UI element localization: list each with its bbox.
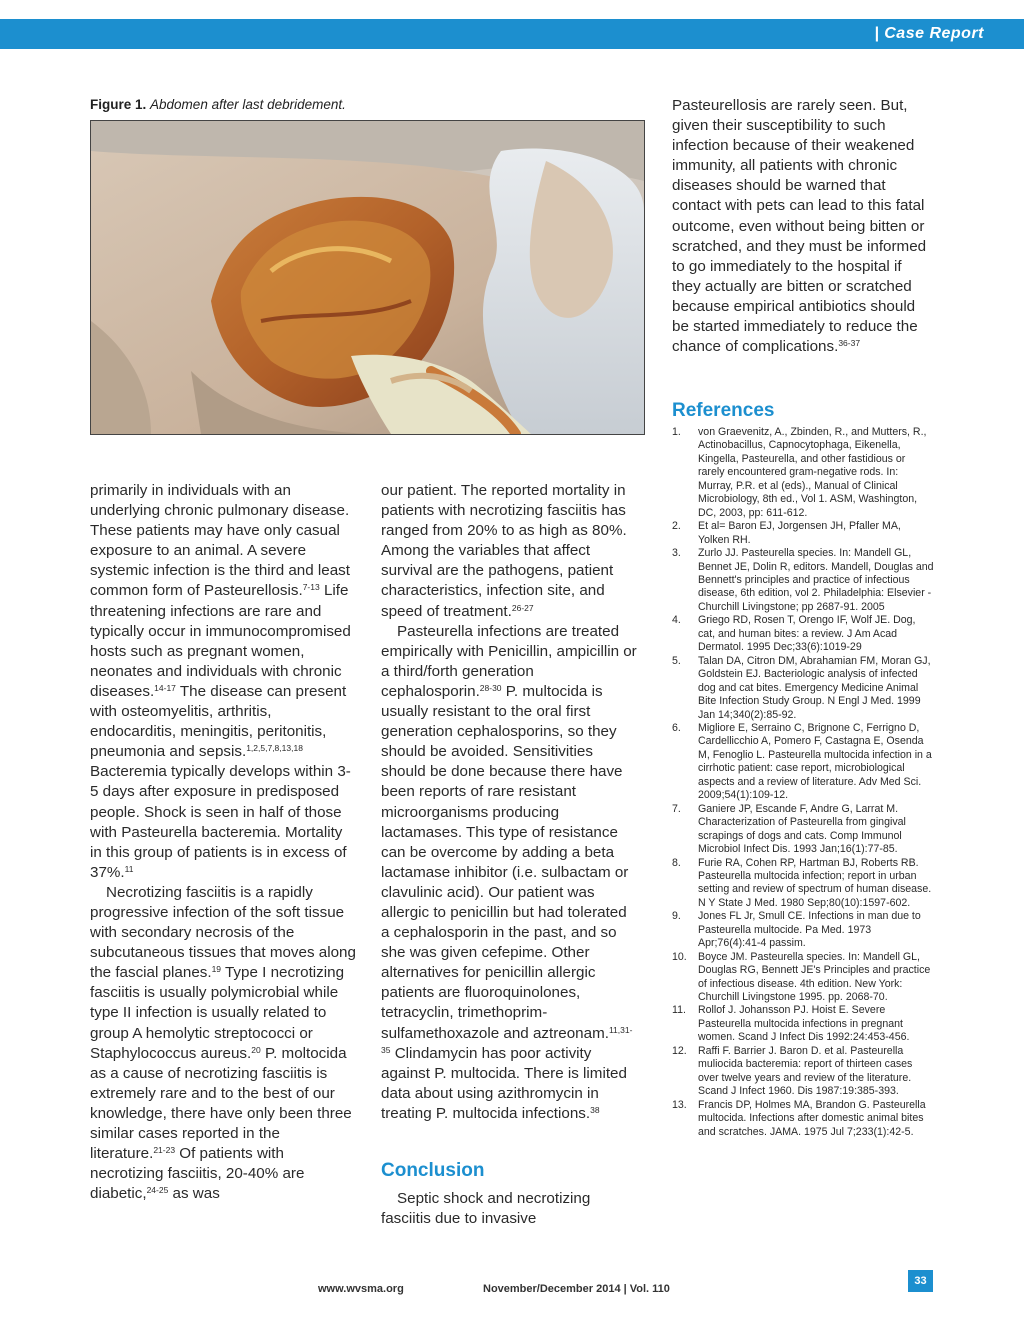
column-1 [90,481,358,1204]
reference-item [672,520,934,547]
col1-paragraph-1 [90,481,358,883]
citation: 20 [251,1044,261,1055]
text-run: Life threatening infections are rare and typically occur in immunocompromised hosts such as pregnant women, neonates and individuals with chronic diseases. [90,582,351,700]
section-label: | Case Report [874,25,984,42]
citation: 14-17 [154,682,176,693]
footer-issue: November/December 2014 | Vol. 110 [483,1283,670,1295]
citation: 21-23 [153,1145,176,1156]
reference-text: Ganiere JP, Escande F, Andre G, Larrat M. Characterization of Pasteurella from gingival scrapings of dogs and cats. Comp Immunol Microbiol Infect Dis. 1993 Jan;16(1):77-85. [698,802,906,856]
reference-list [672,426,934,1139]
reference-number: 12. [672,1044,687,1057]
reference-item [672,910,934,950]
citation: 19 [211,964,222,975]
citation: 11 [124,863,134,874]
reference-text: Rollof J. Johansson PJ. Hoist E. Severe Pasteurella multocida infections in pregnant women. Scand J Infect Dis 1992:24:453-456. [698,1004,910,1044]
citation: 38 [590,1104,600,1115]
conclusion-paragraph: Septic shock and necrotizing fasciitis due to invasive [381,1190,591,1228]
reference-number: 11. [672,1004,686,1017]
reference-text: Francis DP, Holmes MA, Brandon G. Pasteurella multocida. Infections after domestic animal bites and scratches. JAMA. 1975 Jul 7;233(1):42-5. [698,1098,926,1138]
text-run: as was [168,1185,220,1203]
reference-text: Zurlo JJ. Pasteurella species. In: Mandell GL, Bennet JE, Dolin R, editors. Mandell, Douglas and Bennett's principles and practice of infectious disease, 6th edition, vol 2. Philadelphia: Elsevier - Churchill Livingstone; pp 2687-91. 2005 [698,547,934,613]
reference-text: Migliore E, Serraino C, Brignone C, Ferrigno D, Cardellicchio A, Pomero F, Castagna E, Osenda M, Fenoglio L. Pasteurella multocida infection in a cirrhotic patient: case report, microbiological aspects and a review of literature. Adv Med Sci. 2009;54(1):109-12. [698,721,932,802]
reference-number: 13. [672,1098,687,1111]
text-run: The disease can present with osteomyelitis, arthritis, endocarditis, meningitis, peritonitis, pneumonia and sepsis. [90,682,347,761]
column-3 [672,96,930,357]
column-2 [381,481,637,1124]
reference-item [672,426,934,520]
reference-item [672,857,934,911]
reference-item [672,722,934,803]
reference-text: Griego RD, Rosen T, Orengo IF, Wolf JE. Dog, cat, and human bites: a review. J Am Acad Dermatol. 1995 Dec;33(6):1019-29 [698,614,916,654]
text-run: our patient. The reported mortality in patients with necrotizing fasciitis has ranged from 20% to as high as 80%. Among the variables that affect survival are the pathogens, patient characteristics, infection site, and speed of treatment. [381,482,627,620]
col3-paragraph-1 [672,96,930,357]
figure-caption-text: Abdomen after last debridement. [150,97,346,112]
citation: 11,31-35 [381,1024,633,1055]
reference-text: Boyce JM. Pasteurella species. In: Mandell GL, Douglas RG, Bennett JE's Principles and practice of infectious disease. 4th edition. New York: Churchill Livingstone 1995. pp. 2068-70. [698,950,931,1004]
reference-number: 4. [672,614,681,627]
reference-number: 6. [672,721,681,734]
reference-text: Jones FL Jr, Smull CE. Infections in man due to Pasteurella multocide. Pa Med. 1973 Apr;76(4):41-4 passim. [698,910,921,950]
text-run: Clindamycin has poor activity against P. multocida. There is limited data about using azithromycin in treating P. multocida infections. [381,1044,627,1122]
reference-item [672,547,934,614]
reference-item [672,1099,934,1139]
figure-label: Figure 1. [90,97,147,112]
reference-number: 7. [672,802,681,815]
col1-paragraph-2 [90,883,358,1205]
citation: 28-30 [479,682,502,693]
text-run: primarily in individuals with an underlying chronic pulmonary disease. These patients may have only casual exposure to an animal. A severe systemic infection is the third and least common form of Pasteurellosis. [90,482,350,600]
reference-number: 2. [672,520,681,533]
text-run: Pasteurellosis are rarely seen. But, given their susceptibility to such infection because of their weakened immunity, all patients with chronic diseases should be warned that contact with pets can lead to this fatal outcome, even without being bitten or scratched, and they must be informed to go immediately to the hospital if they actually are bitten or scratched because empirical antibiotics should be started immediately to reduce the chance of complications. [672,97,927,356]
reference-text: Raffi F. Barrier J. Baron D. et al. Pasteurella muliocida bacteremia: report of thirteen cases over twelve years and review of the literature. Scand J Infect 1960. Dis 1987:19:385-393. [698,1044,913,1098]
reference-item [672,1004,934,1044]
references-heading: References [672,400,775,421]
conclusion-body [381,1189,637,1229]
citation: 36-37 [838,338,861,349]
footer-website: www.wvsma.org [318,1283,404,1295]
col2-paragraph-1 [381,481,637,622]
reference-item [672,655,934,722]
reference-number: 1. [672,426,681,438]
reference-text: Talan DA, Citron DM, Abrahamian FM, Moran GJ, Goldstein EJ. Bacteriologic analysis of infected dog and cat bites. Emergency Medicine Animal Bite Infection Study Group. N Engl J Med. 1999 Jan 14;340(2):85-92. [698,654,931,721]
reference-item [672,1045,934,1099]
figure-photo [90,120,645,435]
conclusion-heading: Conclusion [381,1160,485,1181]
reference-number: 8. [672,856,681,869]
reference-number: 9. [672,910,681,923]
citation: 7-13 [302,582,320,593]
text-run: P. moltocida as a cause of necrotizing fasciitis is extremely rare and to the best of our knowledge, there have only been three similar cases reported in the literature. [90,1044,352,1163]
header-bar [0,19,1024,49]
reference-text: Furie RA, Cohen RP, Hartman BJ, Roberts RB. Pasteurella multocida infection; report in urban setting and review of spectrum of human disease. N Y State J Med. 1980 Sep;80(10):1597-602. [698,856,932,909]
figure-caption [90,97,346,112]
reference-number: 5. [672,654,681,667]
abdomen-photo-illustration [91,121,644,434]
citation: 1,2,5,7,8,13,18 [246,743,303,754]
reference-item [672,803,934,857]
text-run: P. multocida is usually resistant to the oral first generation cephalosporins, so they should be avoided. Sensitivities should be done because there have been reports of rare resistant microorganisms producing lactamases. This type of resistance can be overcome by adding a beta lactamase inhibitor (i.e. sulbactam or clavulinic acid). Our patient was allergic to penicillin but had tolerated a cephalosporin in the past, and so she was given cefepime. Other alternatives for penicillin allergic patients are fluoroquinolones, tetracyclin, trimethoprim-sulfamethoxazole and aztreonam. [381,682,629,1042]
citation: 26-27 [511,602,534,613]
reference-number: 10. [672,950,687,963]
text-run: Of patients with necrotizing fasciitis, 20-40% are diabetic, [90,1145,305,1203]
reference-number: 3. [672,547,681,560]
text-run: Necrotizing fasciitis is a rapidly progressive infection of the soft tissue with secondary necrosis of the subcutaneous tissues that moves along the fascial planes. [90,883,356,982]
reference-text: Et al= Baron EJ, Jorgensen JH, Pfaller MA, Yolken RH. [698,520,901,546]
col2-paragraph-2 [381,622,637,1124]
citation: 24-25 [146,1185,169,1196]
page-number: 33 [908,1270,933,1292]
reference-item [672,951,934,1005]
text-run: Type I necrotizing fasciitis is usually polymicrobial while type II infection is usually related to group A hemolytic streptococci or Staphylococcus aureus. [90,964,345,1062]
text-run: Pasteurella infections are treated empirically with Penicillin, ampicillin or a third/forth generation cephalosporin. [381,622,637,700]
text-run: Bacteremia typically develops within 3-5 days after exposure in predisposed people. Shock is seen in half of those with Pasteurella bacteremia. Mortality in this group of patients is in excess of 37%. [90,763,351,881]
reference-item [672,614,934,654]
reference-text: von Graevenitz, A., Zbinden, R., and Mutters, R., Actinobacillus, Capnocytophaga, Eikenella, Kingella, Pasteurella, and other fastidious or rarely encountered gram-negative rods. In: Murray, P.R. et al (eds)., Manual of Clinical Microbiology, 8th ed., Vol 1. ASM, Washington, DC, 2003, pp: 611-612. [698,426,927,519]
